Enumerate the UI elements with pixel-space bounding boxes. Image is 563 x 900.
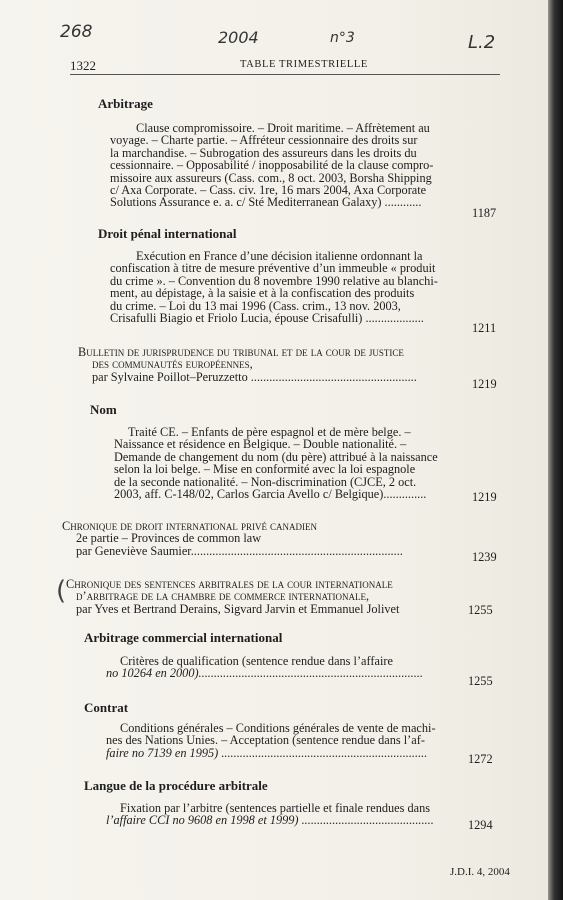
section-heading-langue: Langue de la procédure arbitrale <box>84 778 268 793</box>
page-ref-arbitrage-commercial: 1255 <box>468 674 493 688</box>
page-header <box>70 52 500 75</box>
page-ref-bulletin: 1219 <box>472 377 497 391</box>
handwritten-note-year: 2004 <box>218 28 259 47</box>
page-ref-canadien: 1239 <box>472 550 497 564</box>
section-heading-nom: Nom <box>90 402 117 417</box>
handwritten-bracket-mark: ( <box>56 576 67 606</box>
entry-nom-text: Traité CE. – Enfants de père espagnol et de mère belge. – Naissance et résidence en Belgique. – Double nationalité. – Demande de changement du nom (du père) attribué à la naissance selon la loi belge. – Mise en conformité avec la loi espagnole de la seconde nationalité. – Non-discrimination (CJCE, 2 oct. 2003, aff. C-148/02, Carlos Garcia Avello c/ Belgique).............. <box>114 425 438 502</box>
page-ref-arbitrage: 1187 <box>472 206 497 220</box>
page-ref-droit-penal: 1211 <box>472 321 497 335</box>
scan-page-edge <box>548 0 563 900</box>
entry-arbitrage-text: Clause compromissoire. – Droit maritime. – Affrètement au voyage. – Charte partie. – Affréteur cessionnaire des droits sur la marchandise. – Subrogation des assureurs dans les droits du cessionnaire. – Opposabilité / inopposabilité de la clause compro- missoire aux assureurs (Cass. com., 8 oct. 2003, Borsha Shipping c/ Axa Corporate. – Cass. civ. 1re, 16 mars 2004, Axa Corporate Solutions Assurance e. a. c/ Sté Mediterranean Galaxy) ............ <box>110 121 434 210</box>
entry-droit-penal-text: Exécution en France d’une décision italienne ordonnant la confiscation à titre de mesure préventive d’un immeuble « produit du crime ». – Convention du 8 novembre 1990 relative au blanchi- ment, au dépistage, à la saisie et à la confiscation des produits du crime. – Loi du 13 mai 1996 (Cass. crim., 13 nov. 2003, Crisafulli Biagio et Friolo Lucia, épouse Crisafulli) ................... <box>110 249 438 326</box>
page-ref-sentences: 1255 <box>468 603 493 617</box>
section-heading-arbitrage-commercial: Arbitrage commercial international <box>84 630 283 645</box>
entry-chronique-sentences: Chronique des sentences arbitrales de la cour internationale d’arbitrage de la chambre de commerce internationale, par Yves et Bertrand Derains, Sigvard Jarvin et Emmanuel Jolivet <box>66 577 400 616</box>
running-title: TABLE TRIMESTRIELLE <box>240 59 368 70</box>
handwritten-note-right: L.2 <box>468 32 496 53</box>
entry-langue-text: Fixation par l’arbitre (sentences partielle et finale rendues dans l’affaire CCI no 9608 en 1998 et 1999) ........................................... <box>106 801 434 828</box>
page-ref-langue: 1294 <box>468 818 493 832</box>
entry-chronique-canadien: Chronique de droit international privé canadien 2e partie – Provinces de common law par Geneviève Saumier..................................................................... <box>62 519 403 558</box>
entry-contrat-text: Conditions générales – Conditions générales de vente de machi- nes des Nations Unies. – Acceptation (sentence rendue dans l’af- faire no 7139 en 1995) ................................................................... <box>106 721 436 760</box>
entry-arbitrage-commercial-text: Critères de qualification (sentence rendue dans l’affaire no 10264 en 2000)......................................................................... <box>106 654 423 681</box>
handwritten-note-left: 268 <box>60 22 93 42</box>
journal-footer: J.D.I. 4, 2004 <box>450 866 510 878</box>
handwritten-note-number: n°3 <box>330 30 355 46</box>
section-heading-droit-penal: Droit pénal international <box>98 226 237 241</box>
entry-bulletin-jurisprudence: Bulletin de jurisprudence du tribunal et de la cour de justice des communautés européennes, par Sylvaine Poillot–Peruzzetto ...................................................... <box>78 345 417 384</box>
page-ref-nom: 1219 <box>472 490 497 504</box>
page-ref-contrat: 1272 <box>468 752 493 766</box>
page-number: 1322 <box>70 58 96 73</box>
section-heading-arbitrage: Arbitrage <box>98 96 153 111</box>
section-heading-contrat: Contrat <box>84 700 129 715</box>
